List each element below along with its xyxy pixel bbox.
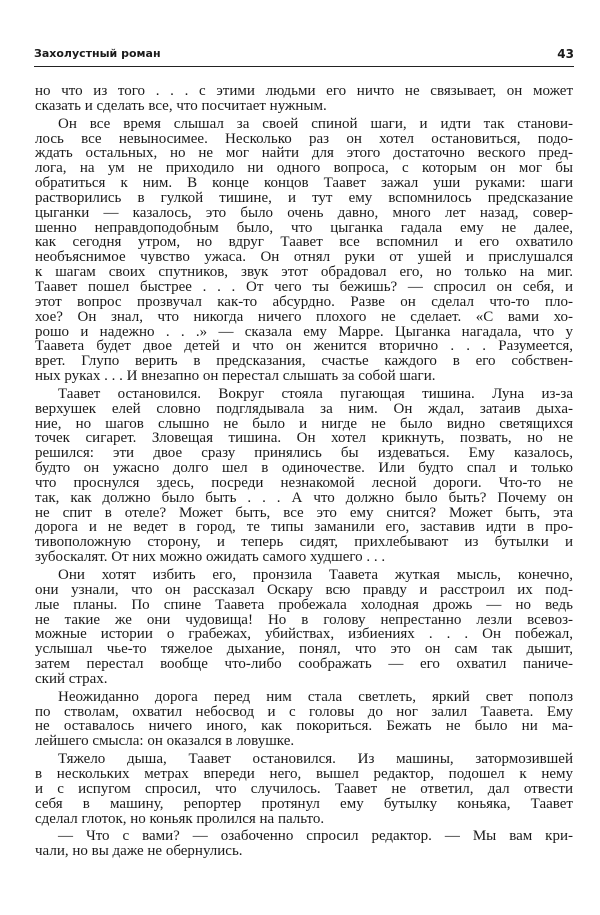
- text-line: лога, на ум не приходило ни одного вопроса, с которым он мог бы: [35, 160, 573, 177]
- text-line: шенно неправдоподобным было, что цыганка гадала ему не далее,: [35, 219, 573, 236]
- paragraph: [35, 690, 573, 749]
- page-number: 43: [557, 47, 574, 61]
- text-line: затем перестал вообще что-либо соображать — его охватил паниче-: [35, 656, 573, 673]
- text-line: Таавет остановился. Вокруг стояла пугающая тишина. Луна из-за: [58, 385, 573, 402]
- text-line: Они хотят избить его, пронзила Таавета жуткая мысль, конечно,: [58, 567, 573, 583]
- text-line: цыганки — казалось, это было очень давно, много лет назад, совер-: [35, 204, 573, 221]
- paragraph: [35, 117, 573, 384]
- text-line: дорога и не ведет в город, те типы заманили его, заставив идти в про-: [35, 519, 573, 536]
- text-line: этот вопрос прозвучал как-то абсурдно. Разве он сделал что-то пло-: [35, 293, 573, 310]
- text-line: но что из того . . . с этими людьми его ничто не связывает, он может: [35, 83, 573, 99]
- text-line: не спит в отеле? Может быть, все это ему снится? Может быть, эта: [35, 504, 573, 521]
- text-line: они узнали, что он рассказал Оскару всю правду и расстроил их под-: [35, 581, 573, 598]
- text-line: не оставалось ничего иного, как покориться. Бежать не было ни ма-: [35, 718, 573, 735]
- text-line: в нескольких метрах впереди него, вышел редактор, подошел к нему: [35, 765, 573, 782]
- paragraph: [35, 387, 573, 565]
- paragraph: [35, 829, 573, 859]
- page-header: [34, 44, 574, 67]
- text-line: верхушек елей словно подглядывала за ним. Он ждал, затаив дыха-: [35, 400, 573, 417]
- text-line: Таавета будет двое детей и что он женится вторично . . . Разумеется,: [35, 338, 573, 355]
- text-line: лые планы. По спине Таавета пробежала холодная дрожь — но ведь: [35, 596, 573, 613]
- text-line: обратиться к ним. В конце концов Таавет зажал уши руками: шаги: [35, 175, 573, 192]
- running-title: Захолустный роман: [34, 47, 161, 60]
- text-line: себя в машину, репортер протянул ему бутылку коньяка, Таавет: [35, 795, 573, 812]
- paragraph: [35, 84, 573, 114]
- text-line: ние, но шагов слышно не было и нигде не было видно светящихся: [35, 415, 573, 432]
- text-line: как сегодня утром, но вдруг Таавет все вспомнил и его охватило: [35, 234, 573, 251]
- paragraph: [35, 568, 573, 687]
- text-line: лось все невыносимее. Несколько раз он хотел остановиться, подо-: [35, 130, 573, 147]
- text-line: лейшего смысла: он оказался в ловушке.: [35, 733, 295, 750]
- text-line: ных руках . . . И внезапно он перестал слышать за собой шаги.: [35, 368, 436, 385]
- text-line: тивоположную сторону, и теперь сидят, прихлебывают из бутылки и: [35, 534, 573, 551]
- page-body-text: [35, 84, 573, 862]
- text-line: точек сигарет. Зловещая тишина. Он хотел крикнуть, позвать, но не: [35, 430, 573, 447]
- text-line: и с испугом спросил, что случилось. Таавет не ответил, дал отвести: [35, 780, 573, 797]
- text-line: услышал чье-то тяжелое дыхание, понял, что это он сам так дышит,: [35, 641, 573, 658]
- paragraph: [35, 752, 573, 826]
- text-line: можные истории о грабежах, убийствах, избиениях . . . Он побежал,: [35, 626, 573, 643]
- text-line: — Что с вами? — озабоченно спросил редактор. — Мы вам кри-: [58, 828, 573, 845]
- text-line: растворились в гулкой тишине, и тут ему вспомнилось предсказание: [35, 189, 573, 206]
- text-line: так, как должно было быть . . . А что должно было быть? Почему он: [35, 489, 573, 506]
- text-line: хое? Он знал, что никогда ничего плохого не сделает. «С вами хо-: [35, 308, 573, 325]
- text-line: Таавет пошел быстрее . . . От чего ты бежишь? — спросил он себя, и: [35, 278, 573, 295]
- text-line: врет. Глупо верить в предсказания, счастье каждого в его собствен-: [35, 353, 573, 370]
- text-line: будто он ужасно долго шел в одиночестве. Или будто спал и только: [35, 460, 573, 477]
- text-line: рошо и надежно . . .» — сказала ему Марре. Цыганка нагадала, что у: [35, 323, 573, 340]
- text-line: сказать и сделать все, что посчитает нужным.: [35, 97, 327, 114]
- text-line: ждать остальных, но не мог найти для этого достаточно веского пред-: [35, 145, 573, 162]
- text-line: чали, но вы даже не обернулись.: [35, 843, 243, 860]
- text-line: к шагам своих спутников, звук этот обрадовал его, но только на миг.: [35, 264, 573, 281]
- text-line: Он все время слышал за своей спиной шаги, и идти так станови-: [58, 115, 573, 132]
- text-line: по стволам, охватил небосвод и с головы до ног залил Таавета. Ему: [35, 703, 573, 720]
- text-line: Тяжело дыша, Таавет остановился. Из машины, затормозившей: [58, 751, 573, 768]
- text-line: решился: эти двое сразу принялись бы издеваться. Ему казалось,: [35, 445, 573, 462]
- text-line: что проснулся здесь, посреди незнакомой лесной дороги. Что-то не: [35, 474, 573, 491]
- text-line: необъяснимое чувство ужаса. Он отнял руки от ушей и прислушался: [35, 249, 573, 266]
- text-line: ский страх.: [35, 670, 108, 687]
- text-line: Неожиданно дорога перед ним стала светлеть, яркий свет пополз: [58, 688, 573, 705]
- text-line: зубоскалят. От них можно ожидать самого худшего . . .: [35, 549, 386, 566]
- text-line: сделал глоток, но коньяк пролился на пальто.: [35, 810, 325, 827]
- text-line: не такие же они чудовища! Но в голову непрестанно лезли всевоз-: [35, 611, 573, 628]
